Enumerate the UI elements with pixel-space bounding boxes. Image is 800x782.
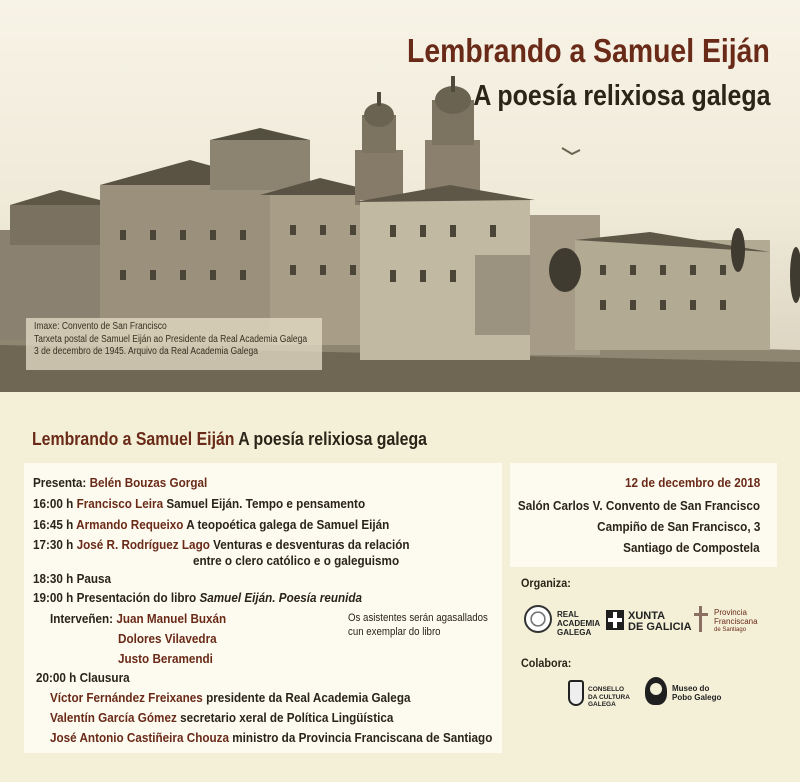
speakers-line: Interveñen: Juan Manuel Buxán — [50, 611, 227, 626]
presenter-line: Presenta: Belén Bouzas Gorgal — [33, 475, 208, 490]
closing-speaker: José Antonio Castiñeira Chouza ministro da Provincia Franciscana de Santiago — [50, 730, 493, 745]
consello-crest-icon — [568, 680, 584, 706]
speaker-name: Armando Requeixo — [76, 517, 184, 532]
presenter-name: Belén Bouzas Gorgal — [89, 475, 208, 490]
speaker-name: Francisco Leira — [76, 496, 164, 511]
event-street: Campiño de San Francisco, 3 — [596, 519, 760, 534]
photo-caption — [26, 318, 322, 370]
schedule-item: 16:45 h Armando Requeixo A teopoética galega de Samuel Eiján — [33, 517, 390, 532]
schedule-item: 18:30 h Pausa — [33, 571, 112, 586]
rag-seal-icon — [524, 605, 552, 633]
speaker-name: Dolores Vilavedra — [118, 631, 217, 646]
caption-line: 3 de decembro de 1945. Arquivo da Real Academia Galega — [34, 346, 258, 357]
museo-logo-text: Museo do Pobo Galego — [672, 684, 722, 702]
gift-note: Os asistentes serán agasallados cun exemplar do libro — [348, 612, 488, 638]
organiza-label: Organiza: — [521, 576, 571, 590]
colabora-label: Colabora: — [521, 656, 572, 670]
speaker-name: José R. Rodríguez Lago — [76, 537, 210, 552]
event-date: 12 de decembro de 2018 — [624, 475, 760, 490]
event-city: Santiago de Compostela — [623, 540, 760, 555]
poster-title: Lembrando a Samuel Eiján — [407, 32, 770, 69]
rag-logo-text: REAL ACADEMIA GALEGA — [557, 610, 601, 637]
xunta-cross-icon — [606, 610, 624, 630]
speaker-name: Justo Beramendi — [118, 651, 213, 666]
caption-line: Tarxeta postal de Samuel Eiján ao Presidente da Real Academia Galega — [34, 333, 308, 345]
schedule-item: 16:00 h Francisco Leira Samuel Eiján. Tempo e pensamento — [33, 496, 366, 511]
schedule-item: 19:00 h Presentación do libro Samuel Eiján. Poesía reunida — [33, 590, 363, 605]
caption-line: Imaxe: Convento de San Francisco — [34, 321, 167, 332]
schedule-item-continuation: entre o clero católico e o galeguismo — [193, 553, 400, 568]
provincia-logo-text: Provincia Franciscana de Santiago — [714, 608, 758, 633]
closing-speaker: Víctor Fernández Freixanes presidente da Real Academia Galega — [50, 690, 411, 705]
schedule-item: 17:30 h José R. Rodríguez Lago Venturas e desventuras da relación — [33, 537, 410, 552]
franciscan-cross-icon — [694, 606, 708, 632]
program-title-subject: A poesía relixiosa galega — [238, 429, 427, 449]
event-venue: Salón Carlos V. Convento de San Francisco — [517, 498, 760, 513]
program-title-name: Lembrando a Samuel Eiján — [32, 429, 235, 449]
poster-subtitle: A poesía relixiosa galega — [472, 80, 770, 112]
closing-speaker: Valentín García Gómez secretario xeral de Política Lingüística — [50, 710, 394, 725]
book-title: Samuel Eiján. Poesía reunida — [199, 590, 363, 605]
speaker-name: Juan Manuel Buxán — [116, 611, 227, 626]
schedule-item: 20:00 h Clausura — [36, 670, 130, 685]
consello-logo-text: CONSELLO DA CULTURA GALEGA — [588, 686, 630, 708]
program-title — [32, 429, 427, 450]
xunta-logo-text: XUNTA DE GALICIA — [628, 610, 692, 633]
museo-logo-icon — [645, 677, 667, 705]
